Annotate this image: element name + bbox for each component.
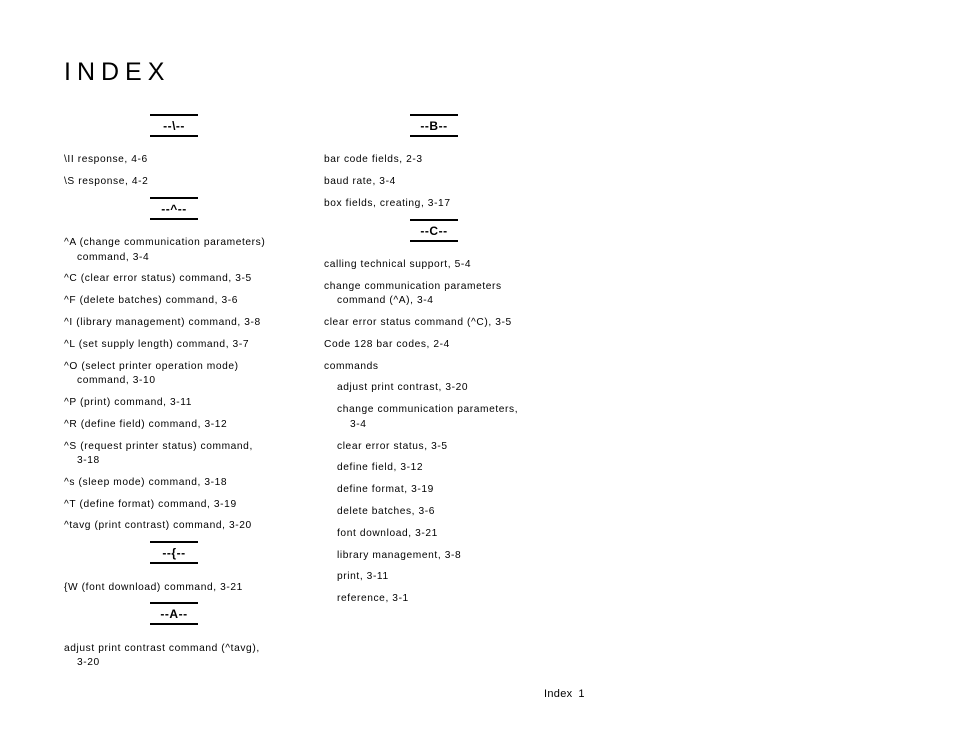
index-entry bbox=[64, 294, 304, 309]
index-entry bbox=[64, 360, 304, 389]
entry-text: ^I (library management) command, 3-8 bbox=[64, 317, 261, 329]
index-subentry bbox=[324, 440, 544, 455]
index-subentry bbox=[324, 381, 544, 396]
footer-label: Index bbox=[544, 688, 573, 700]
index-subentry bbox=[324, 483, 544, 498]
index-entry bbox=[64, 236, 304, 265]
index-subentry bbox=[324, 592, 544, 607]
entry-text: \II response, 4-6 bbox=[64, 154, 148, 166]
section-heading: --\-- bbox=[150, 114, 198, 137]
entry-text: bar code fields, 2-3 bbox=[324, 154, 423, 166]
index-subentry bbox=[324, 570, 544, 585]
index-entry bbox=[64, 396, 304, 411]
entry-text: ^O (select printer operation mode) bbox=[64, 360, 239, 372]
index-entry bbox=[64, 519, 304, 534]
index-entry bbox=[64, 316, 304, 331]
entry-text: delete batches, 3-6 bbox=[337, 505, 436, 517]
entry-text: baud rate, 3-4 bbox=[324, 176, 396, 188]
entry-text: ^F (delete batches) command, 3-6 bbox=[64, 295, 239, 307]
entry-text: calling technical support, 5-4 bbox=[324, 258, 472, 270]
entry-text: reference, 3-1 bbox=[337, 593, 409, 605]
entry-text: ^T (define format) command, 3-19 bbox=[64, 498, 237, 510]
index-entry bbox=[324, 338, 544, 353]
entry-continuation: 3-18 bbox=[77, 455, 100, 467]
entry-text: ^P (print) command, 3-11 bbox=[64, 396, 193, 408]
index-subentry bbox=[324, 403, 544, 432]
entry-text: print, 3-11 bbox=[337, 571, 389, 583]
section-heading: --^-- bbox=[150, 197, 198, 220]
entry-text: ^tavg (print contrast) command, 3-20 bbox=[64, 520, 252, 532]
index-entry bbox=[324, 258, 544, 273]
entry-text: ^s (sleep mode) command, 3-18 bbox=[64, 476, 228, 488]
entry-text: \S response, 4-2 bbox=[64, 176, 149, 188]
index-subentry bbox=[324, 527, 544, 542]
page-title: INDEX bbox=[64, 58, 171, 86]
index-column-right bbox=[324, 114, 544, 614]
index-entry bbox=[324, 280, 544, 309]
section-heading: --A-- bbox=[150, 602, 198, 625]
index-subentry bbox=[324, 505, 544, 520]
entry-text: ^L (set supply length) command, 3-7 bbox=[64, 338, 250, 350]
index-entry bbox=[64, 175, 304, 190]
entry-text: commands bbox=[324, 360, 379, 372]
entry-continuation: 3-4 bbox=[350, 418, 367, 430]
entry-text: define format, 3-19 bbox=[337, 484, 434, 496]
page-number: 1 bbox=[578, 688, 585, 700]
index-entry bbox=[64, 338, 304, 353]
index-entry bbox=[324, 175, 544, 190]
entry-continuation: command, 3-10 bbox=[77, 375, 156, 387]
entry-text: font download, 3-21 bbox=[337, 527, 438, 539]
page-footer bbox=[544, 688, 585, 700]
entry-text: ^R (define field) command, 3-12 bbox=[64, 418, 228, 430]
index-column-left bbox=[64, 114, 304, 678]
entry-continuation: 3-20 bbox=[77, 657, 100, 669]
index-entry bbox=[324, 316, 544, 331]
entry-text: box fields, creating, 3-17 bbox=[324, 197, 451, 209]
index-entry bbox=[64, 581, 304, 596]
entry-text: {W (font download) command, 3-21 bbox=[64, 581, 243, 593]
index-entry bbox=[64, 153, 304, 168]
entry-text: ^A (change communication parameters) bbox=[64, 237, 266, 249]
section-heading: --B-- bbox=[410, 114, 458, 137]
index-entry bbox=[64, 642, 304, 671]
index-subentry bbox=[324, 549, 544, 564]
index-entry bbox=[64, 418, 304, 433]
index-entry bbox=[64, 498, 304, 513]
section-heading: --{-- bbox=[150, 541, 198, 564]
entry-text: adjust print contrast command (^tavg), bbox=[64, 642, 260, 654]
entry-text: change communication parameters bbox=[324, 280, 502, 292]
index-entry bbox=[324, 153, 544, 168]
entry-text: ^S (request printer status) command, bbox=[64, 440, 253, 452]
index-entry bbox=[64, 476, 304, 491]
index-subentry bbox=[324, 461, 544, 476]
entry-text: change communication parameters, bbox=[337, 404, 519, 416]
section-heading: --C-- bbox=[410, 219, 458, 242]
entry-text: ^C (clear error status) command, 3-5 bbox=[64, 273, 252, 285]
entry-continuation: command (^A), 3-4 bbox=[337, 295, 434, 307]
entry-text: clear error status, 3-5 bbox=[337, 440, 448, 452]
index-entry bbox=[324, 197, 544, 212]
index-entry bbox=[324, 360, 544, 375]
entry-text: adjust print contrast, 3-20 bbox=[337, 382, 469, 394]
entry-text: Code 128 bar codes, 2-4 bbox=[324, 338, 450, 350]
entry-text: clear error status command (^C), 3-5 bbox=[324, 317, 512, 329]
entry-text: library management, 3-8 bbox=[337, 549, 462, 561]
index-entry bbox=[64, 272, 304, 287]
entry-text: define field, 3-12 bbox=[337, 462, 424, 474]
index-entry bbox=[64, 440, 304, 469]
entry-continuation: command, 3-4 bbox=[77, 251, 150, 263]
